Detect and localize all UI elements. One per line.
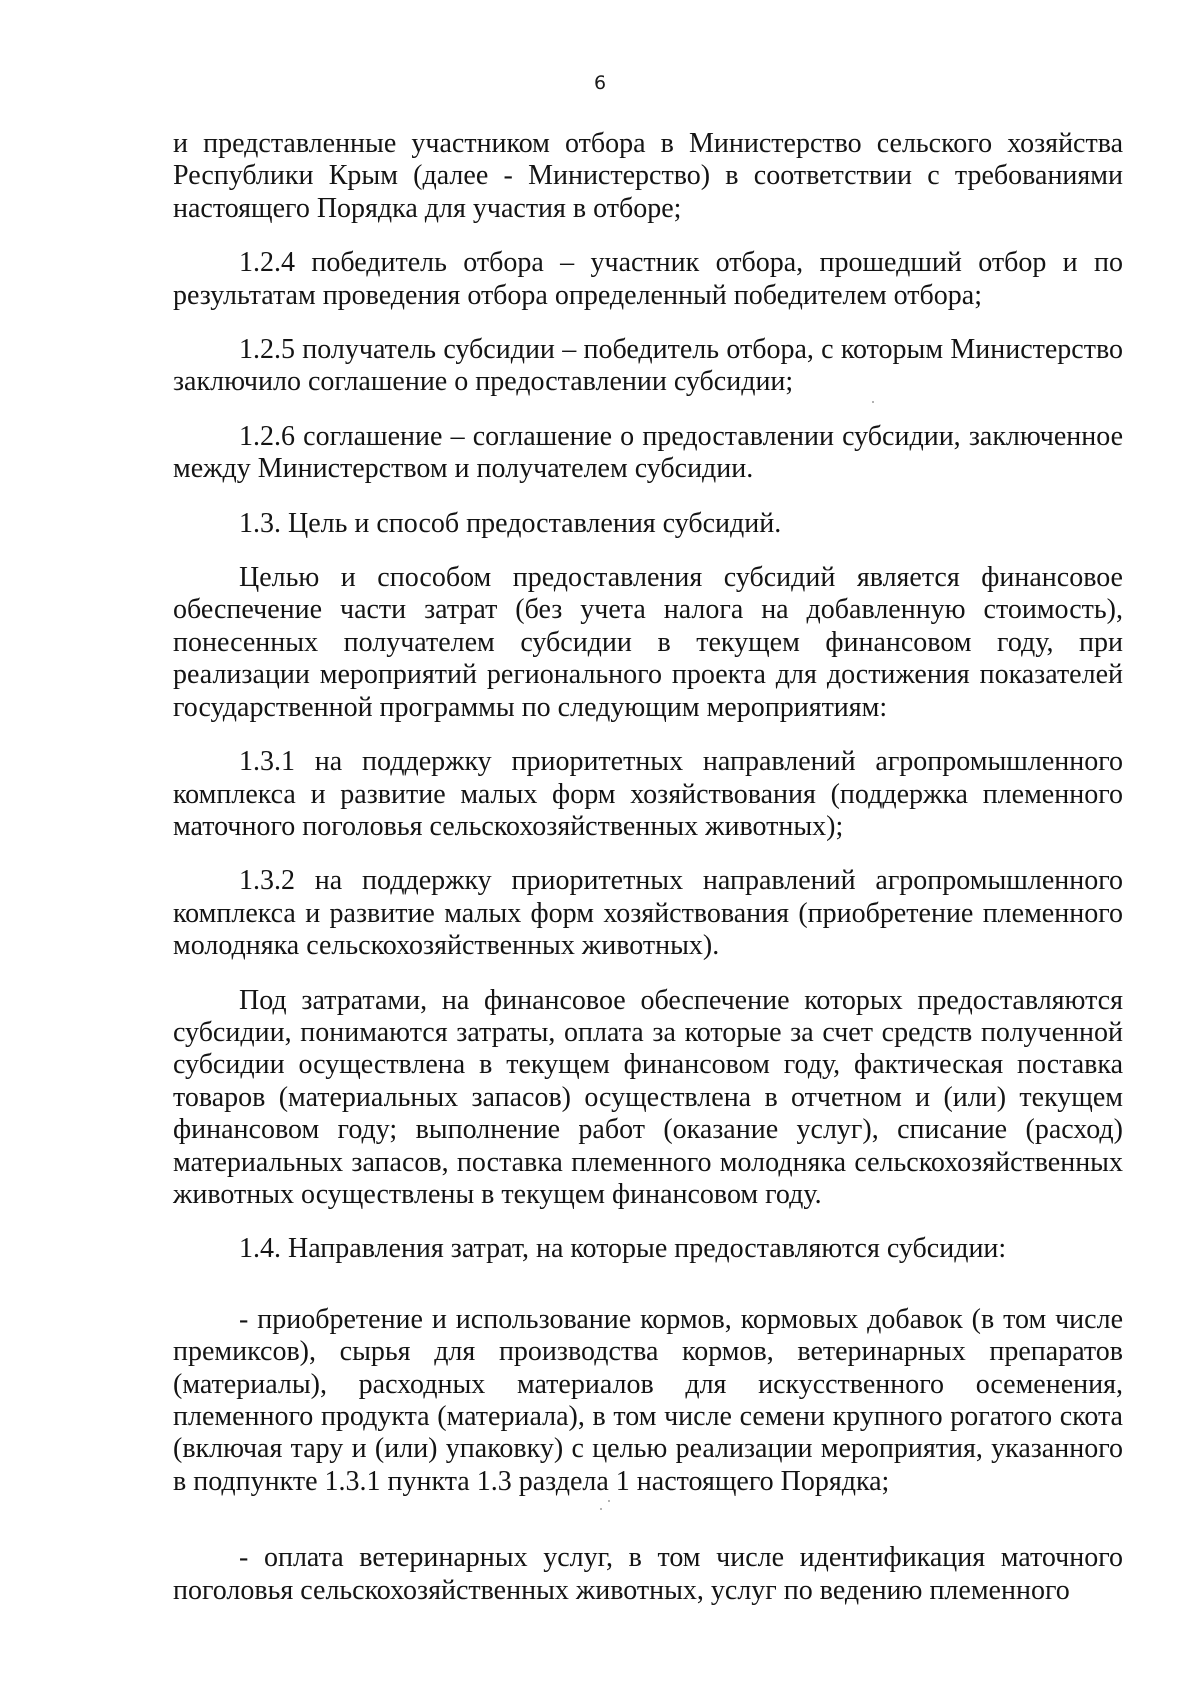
paragraph-1-2-4: 1.2.4 победитель отбора – участник отбора, прошедший отбор и по результатам проведения отбора определенный победителем отбора; bbox=[173, 247, 1123, 311]
scan-speck bbox=[872, 401, 874, 403]
list-item-veterinary: - оплата ветеринарных услуг, в том числе идентификация маточного поголовья сельскохозяйственных животных, услуг по ведению племенного bbox=[173, 1542, 1123, 1606]
scan-speck bbox=[608, 1500, 610, 1502]
page-number: 6 bbox=[593, 72, 607, 94]
paragraph-1-2-6: 1.2.6 соглашение – соглашение о предоставлении субсидии, заключенное между Министерством и получателем субсидии. bbox=[173, 420, 1123, 485]
paragraph-1-2-5: 1.2.5 получатель субсидии – победитель отбора, с которым Министерство заключило соглашение о предоставлении субсидии; bbox=[173, 334, 1123, 398]
document-body bbox=[173, 128, 1123, 1629]
paragraph-expenses: Под затратами, на финансовое обеспечение которых предоставляются субсидии, понимаются затраты, оплата за которые за счет средств полученной субсидии осуществлена в текущем финансовом году, фактическая поставка товаров (материальных запасов) осуществлена в отчетном и (или) текущем финансовом году; выполнение работ (оказание услуг), списание (расход) материальных запасов, поставка племенного молодняка сельскохозяйственных животных осуществлены в текущем финансовом году. bbox=[173, 984, 1123, 1210]
paragraph-1-3-2: 1.3.2 на поддержку приоритетных направлений агропромышленного комплекса и развитие малых форм хозяйствования (приобретение племенного молодняка сельскохозяйственных животных). bbox=[173, 865, 1123, 962]
paragraph-purpose: Целью и способом предоставления субсидий является финансовое обеспечение части затрат (без учета налога на добавленную стоимость), понесенных получателем субсидии в текущем финансовом году, при реализации мероприятий регионального проекта для достижения показателей государственной программы по следующим мероприятиям: bbox=[173, 562, 1123, 723]
heading-1-3: 1.3. Цель и способ предоставления субсидий. bbox=[239, 507, 782, 539]
paragraph-continuation: и представленные участником отбора в Министерство сельского хозяйства Республики Крым (далее - Министерство) в соответствии с требованиями настоящего Порядка для участия в отборе; bbox=[173, 128, 1123, 224]
list-item-feed: - приобретение и использование кормов, кормовых добавок (в том числе премиксов), сырья для производства кормов, ветеринарных препаратов (материалы), расходных материалов для искусственного осеменения, племенного продукта (материала), в том числе семени крупного рогатого скота (включая тару и (или) упаковку) с целью реализации мероприятия, указанного в подпункте 1.3.1 пункта 1.3 раздела 1 настоящего Порядка; bbox=[173, 1303, 1123, 1497]
paragraph-1-3-1: 1.3.1 на поддержку приоритетных направлений агропромышленного комплекса и развитие малых форм хозяйствования (поддержка племенного маточного поголовья сельскохозяйственных животных); bbox=[173, 746, 1123, 842]
scan-speck bbox=[600, 1508, 602, 1510]
heading-1-4: 1.4. Направления затрат, на которые предоставляются субсидии: bbox=[239, 1233, 1007, 1265]
